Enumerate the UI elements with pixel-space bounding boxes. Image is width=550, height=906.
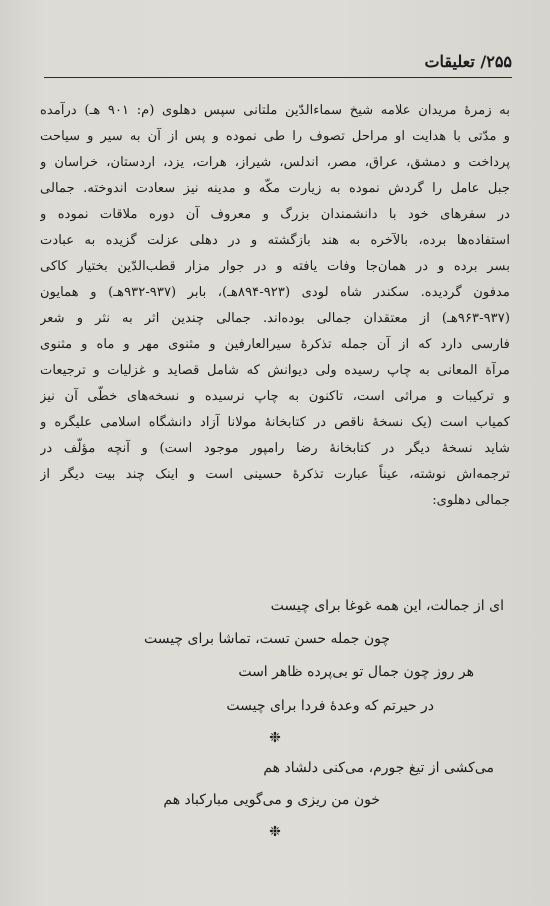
paragraph-line: استفاده‌ها برده، بالآخره به هند بازگشته و در دهلی عزلت گزیده به عبادت (40, 233, 510, 248)
verse-line: خون من ریزی و می‌گویی مبارکباد هم (163, 792, 380, 808)
verse-line: چون جمله حسن تست، تماشا برای چیست (143, 631, 390, 647)
paragraph-line: (۹۶۳-۹۳۷هـ) از معتقدان جمالی بوده‌اند. جمالی چندین اثر به نثر و شعر (40, 311, 510, 326)
paragraph-line: ترجمه‌اش نوشته، عیناً عبارت تذکرهٔ حسینی است و اینک چند بیت دیگر از (40, 467, 510, 482)
running-title: ۲۵۵/ تعلیقات (424, 52, 512, 71)
paragraph-line: و ترکیبات و مراثی است، تاکنون به چاپ نرسیده و نسخه‌های خطّی آن نیز (40, 389, 510, 404)
paragraph-line: مرآة المعانی به چاپ رسیده ولی دیوانش که شامل قصاید و غزلیات و ترجیعات (40, 363, 510, 378)
poem-block-1 (40, 598, 510, 748)
paragraph-line: و مدّتی با هدایت او مراحل تصوف را طی نموده و پس از آن به سیر و سیاحت (40, 129, 510, 144)
body-paragraph (40, 98, 510, 514)
paragraph-line: جمالی دهلوی: (432, 493, 510, 508)
verse-line: هر روز چون جمال تو بی‌پرده ظاهر است (238, 664, 474, 680)
paragraph-line: مدفون گردیده. سکندر شاه لودی (۹۲۳-۸۹۴هـ)، بابر (۹۳۷-۹۳۲هـ) و همایون (40, 285, 510, 300)
poem-block-2 (40, 760, 510, 820)
paragraph-line: کمیاب است (یک نسخهٔ ناقص در کتابخانهٔ مولانا آزاد دانشگاه اسلامی علیگره و (40, 415, 510, 430)
ornament-separator: ❉ (269, 730, 281, 746)
paragraph-line: بسر برده و در همان‌جا وفات یافته و در جوار مزار قطب‌الدّین بختیار کاکی (40, 259, 510, 274)
paragraph-line: در سفرهای خود با دانشمندان بزرگ و معروف آن دوره ملاقات نموده و (40, 207, 510, 222)
ornament-separator: ❉ (269, 824, 281, 840)
paragraph-line: پرداخت و دمشق، عراق، مصر، اندلس، شیراز، هرات، یزد، اردستان، خراسان و (40, 155, 510, 170)
verse-line: ای از جمالت، این همه غوغا برای چیست (270, 598, 504, 614)
page-header (44, 50, 512, 78)
verse-line: در حیرتم که وعدهٔ فردا برای چیست (226, 698, 434, 714)
paragraph-line: فارسی دارد که از آن جمله تذکرهٔ سیرالعارفین و مثنوی مهر و ماه و مثنوی (40, 337, 510, 352)
paragraph-line: جبل عامل را گردش نموده به زیارت مکّه و مدینه نیز سعادت اندوخته. جمالی (40, 181, 510, 196)
paragraph-line: به زمرهٔ مریدان علامه شیخ سماءالدّین ملتانی سپس دهلوی (م: ۹۰۱ هـ) درآمده (40, 103, 510, 118)
paragraph-line: شاید نسخهٔ دیگر در کتابخانهٔ رضا رامپور موجود است) و آنچه مؤلّف در (40, 441, 510, 456)
header-rule (44, 77, 512, 78)
verse-line: می‌کشی از تیغ جورم، می‌کنی دلشاد هم (263, 760, 494, 776)
